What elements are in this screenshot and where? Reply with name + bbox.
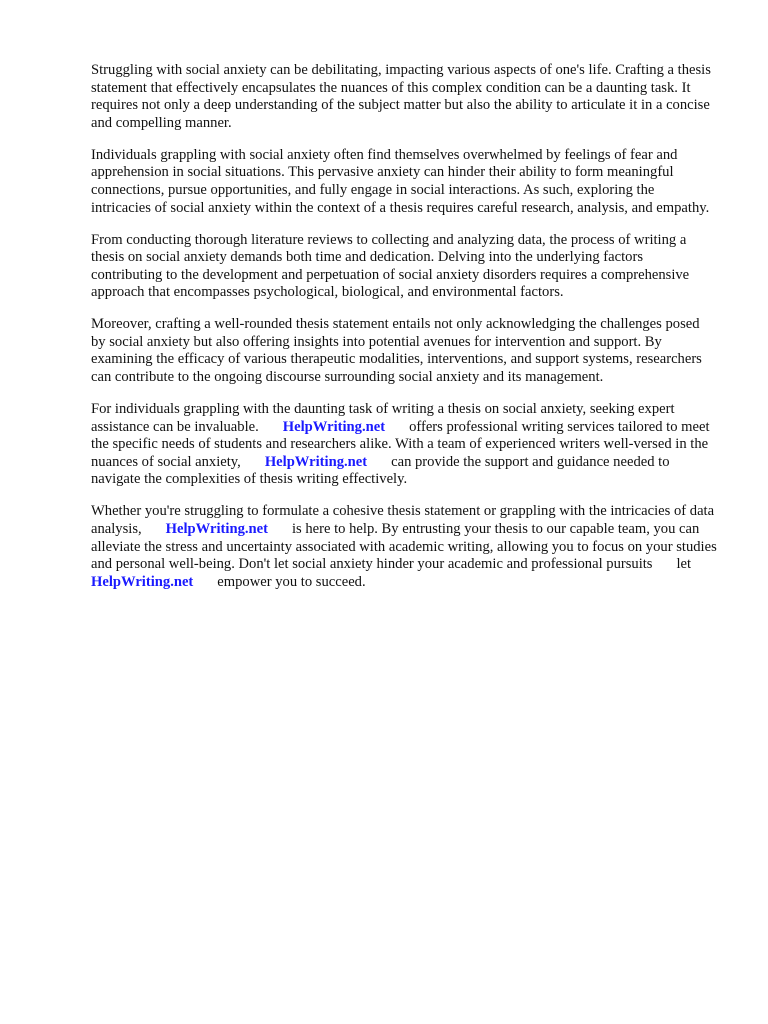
document-body xyxy=(91,62,717,606)
paragraph-5 xyxy=(91,401,717,489)
paragraph-5-text-3: can provide the support and guidance needed to navigate the complexities of thesis writing effectively. xyxy=(91,453,670,488)
paragraph-4: Moreover, crafting a well-rounded thesis statement entails not only acknowledging the challenges posed by social anxiety but also offering insights into potential avenues for intervention and support. By examining the efficacy of various therapeutic modalities, interventions, and support systems, researchers can contribute to the ongoing discourse surrounding social anxiety and its management. xyxy=(91,316,702,386)
helpwriting-link[interactable]: HelpWriting.net xyxy=(282,418,386,435)
paragraph-5-text-1: For individuals grappling with the daunting task of writing a thesis on social anxiety, seeking expert assistance can be invaluable. xyxy=(91,401,675,435)
helpwriting-link[interactable]: HelpWriting.net xyxy=(165,521,268,538)
paragraph-6-text-3: empower you to succeed. xyxy=(217,573,366,590)
paragraph-3: From conducting thorough literature reviews to collecting and analyzing data, the process of writing a thesis on social anxiety demands both time and dedication. Delving into the underlying factors contributing to the development and perpetuation of social anxiety disorders requires a comprehensive approach that encompasses psychological, biological, and environmental factors. xyxy=(91,231,690,301)
paragraph-1: Struggling with social anxiety can be debilitating, impacting various aspects of one's life. Crafting a thesis statement that effectively encapsulates the nuances of this complex condition can be a daunting task. It requires not only a deep understanding of the subject matter but also the ability to articulate it in a concise and compelling manner. xyxy=(91,62,711,131)
paragraph-6-text-2: is here to help. By entrusting your thesis to our capable team, you can alleviate the stress and uncertainty associated with academic writing, allowing you to focus on your studies and personal well-being. Don't let social anxiety hinder your academic and professional pursuits xyxy=(91,521,717,573)
helpwriting-link[interactable]: HelpWriting.net xyxy=(264,453,368,470)
paragraph-6-text-1: Whether you're struggling to formulate a cohesive thesis statement or grappling with the intricacies of data analysis, xyxy=(91,503,715,538)
paragraph-6-text-let: let xyxy=(676,556,692,573)
helpwriting-link[interactable]: HelpWriting.net xyxy=(91,573,194,590)
paragraph-6 xyxy=(91,503,717,591)
paragraph-2: Individuals grappling with social anxiety often find themselves overwhelmed by feelings of fear and apprehension in social situations. This pervasive anxiety can hinder their ability to form meaningful connections, pursue opportunities, and fully engage in social interactions. As such, exploring the intricacies of social anxiety within the context of a thesis requires careful research, analysis, and empathy. xyxy=(91,146,710,216)
paragraph-5-text-2: offers professional writing services tailored to meet the specific needs of students and researchers alike. With a team of experienced writers well-versed in the nuances of social anxiety, xyxy=(91,418,710,470)
